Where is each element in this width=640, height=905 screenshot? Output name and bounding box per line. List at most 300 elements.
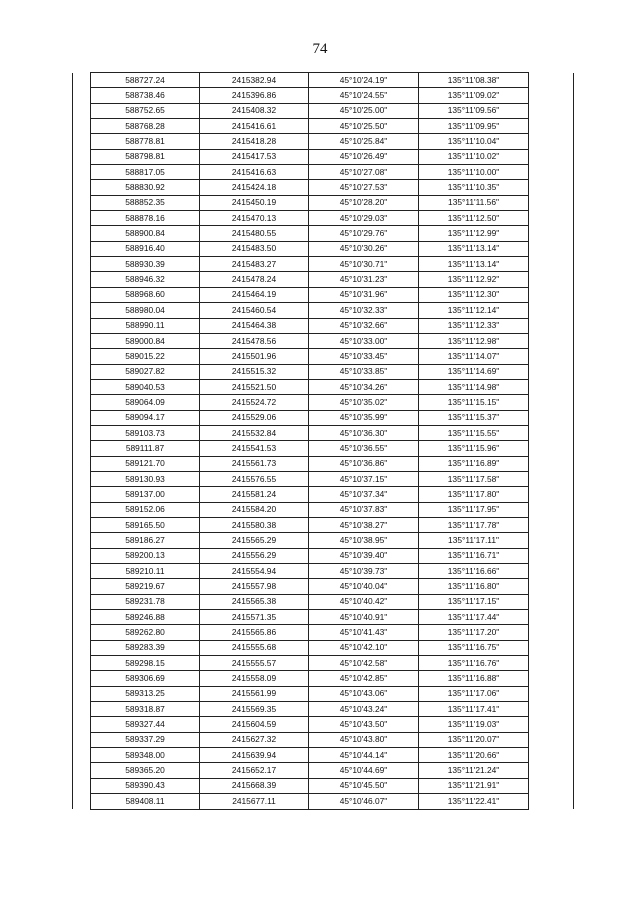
blank-cell bbox=[529, 548, 574, 563]
y-coordinate-cell: 2415565.29 bbox=[200, 533, 309, 548]
blank-cell bbox=[73, 241, 91, 256]
blank-cell bbox=[529, 410, 574, 425]
blank-cell bbox=[73, 379, 91, 394]
y-coordinate-cell: 2415677.11 bbox=[200, 794, 309, 809]
y-coordinate-cell: 2415417.53 bbox=[200, 149, 309, 164]
longitude-cell: 135°11'12.92" bbox=[419, 272, 529, 287]
y-coordinate-cell: 2415382.94 bbox=[200, 73, 309, 88]
blank-cell bbox=[529, 471, 574, 486]
x-coordinate-cell: 588778.81 bbox=[91, 134, 200, 149]
y-coordinate-cell: 2415464.38 bbox=[200, 318, 309, 333]
latitude-cell: 45°10'42.85" bbox=[309, 671, 419, 686]
blank-cell bbox=[73, 517, 91, 532]
blank-cell bbox=[529, 379, 574, 394]
latitude-cell: 45°10'43.50" bbox=[309, 717, 419, 732]
x-coordinate-cell: 588930.39 bbox=[91, 257, 200, 272]
longitude-cell: 135°11'08.38" bbox=[419, 73, 529, 88]
blank-cell bbox=[73, 471, 91, 486]
blank-cell bbox=[73, 594, 91, 609]
blank-cell bbox=[73, 656, 91, 671]
blank-cell bbox=[73, 119, 91, 134]
x-coordinate-cell: 589137.00 bbox=[91, 487, 200, 502]
longitude-cell: 135°11'19.03" bbox=[419, 717, 529, 732]
blank-cell bbox=[529, 579, 574, 594]
table-row bbox=[73, 180, 574, 195]
table-row bbox=[73, 318, 574, 333]
blank-cell bbox=[529, 748, 574, 763]
y-coordinate-cell: 2415556.29 bbox=[200, 548, 309, 563]
x-coordinate-cell: 589027.82 bbox=[91, 364, 200, 379]
blank-cell bbox=[73, 395, 91, 410]
latitude-cell: 45°10'42.58" bbox=[309, 656, 419, 671]
blank-cell bbox=[73, 548, 91, 563]
x-coordinate-cell: 589103.73 bbox=[91, 425, 200, 440]
longitude-cell: 135°11'17.78" bbox=[419, 517, 529, 532]
table-row bbox=[73, 103, 574, 118]
x-coordinate-cell: 589231.78 bbox=[91, 594, 200, 609]
blank-cell bbox=[73, 318, 91, 333]
table-row bbox=[73, 748, 574, 763]
blank-cell bbox=[73, 272, 91, 287]
latitude-cell: 45°10'38.95" bbox=[309, 533, 419, 548]
blank-cell bbox=[73, 103, 91, 118]
table-row bbox=[73, 533, 574, 548]
blank-cell bbox=[529, 702, 574, 717]
longitude-cell: 135°11'17.20" bbox=[419, 625, 529, 640]
blank-cell bbox=[73, 441, 91, 456]
table-row bbox=[73, 456, 574, 471]
table-row bbox=[73, 794, 574, 809]
latitude-cell: 45°10'35.99" bbox=[309, 410, 419, 425]
table-row bbox=[73, 625, 574, 640]
table-row bbox=[73, 610, 574, 625]
y-coordinate-cell: 2415480.55 bbox=[200, 226, 309, 241]
latitude-cell: 45°10'26.49" bbox=[309, 149, 419, 164]
coordinates-table-body bbox=[73, 73, 574, 810]
table-row bbox=[73, 257, 574, 272]
y-coordinate-cell: 2415416.61 bbox=[200, 119, 309, 134]
x-coordinate-cell: 589283.39 bbox=[91, 640, 200, 655]
x-coordinate-cell: 589111.87 bbox=[91, 441, 200, 456]
blank-cell bbox=[529, 257, 574, 272]
blank-cell bbox=[73, 364, 91, 379]
blank-cell bbox=[529, 119, 574, 134]
x-coordinate-cell: 588738.46 bbox=[91, 88, 200, 103]
table-row bbox=[73, 119, 574, 134]
y-coordinate-cell: 2415478.24 bbox=[200, 272, 309, 287]
latitude-cell: 45°10'30.71" bbox=[309, 257, 419, 272]
longitude-cell: 135°11'21.91" bbox=[419, 778, 529, 793]
y-coordinate-cell: 2415515.32 bbox=[200, 364, 309, 379]
blank-cell bbox=[73, 134, 91, 149]
longitude-cell: 135°11'11.56" bbox=[419, 195, 529, 210]
blank-cell bbox=[529, 303, 574, 318]
latitude-cell: 45°10'25.00" bbox=[309, 103, 419, 118]
y-coordinate-cell: 2415532.84 bbox=[200, 425, 309, 440]
blank-cell bbox=[529, 103, 574, 118]
x-coordinate-cell: 588768.28 bbox=[91, 119, 200, 134]
blank-cell bbox=[73, 794, 91, 809]
table-row bbox=[73, 702, 574, 717]
blank-cell bbox=[529, 272, 574, 287]
x-coordinate-cell: 589210.11 bbox=[91, 564, 200, 579]
x-coordinate-cell: 589000.84 bbox=[91, 333, 200, 348]
blank-cell bbox=[529, 149, 574, 164]
y-coordinate-cell: 2415580.38 bbox=[200, 517, 309, 532]
x-coordinate-cell: 589015.22 bbox=[91, 349, 200, 364]
longitude-cell: 135°11'12.99" bbox=[419, 226, 529, 241]
y-coordinate-cell: 2415529.06 bbox=[200, 410, 309, 425]
x-coordinate-cell: 589121.70 bbox=[91, 456, 200, 471]
x-coordinate-cell: 588798.81 bbox=[91, 149, 200, 164]
latitude-cell: 45°10'28.20" bbox=[309, 195, 419, 210]
table-row bbox=[73, 564, 574, 579]
y-coordinate-cell: 2415557.98 bbox=[200, 579, 309, 594]
longitude-cell: 135°11'16.76" bbox=[419, 656, 529, 671]
blank-cell bbox=[529, 610, 574, 625]
x-coordinate-cell: 589365.20 bbox=[91, 763, 200, 778]
latitude-cell: 45°10'24.19" bbox=[309, 73, 419, 88]
table-row bbox=[73, 763, 574, 778]
latitude-cell: 45°10'25.84" bbox=[309, 134, 419, 149]
blank-cell bbox=[529, 73, 574, 88]
x-coordinate-cell: 588900.84 bbox=[91, 226, 200, 241]
y-coordinate-cell: 2415478.56 bbox=[200, 333, 309, 348]
latitude-cell: 45°10'43.24" bbox=[309, 702, 419, 717]
longitude-cell: 135°11'10.35" bbox=[419, 180, 529, 195]
table-row bbox=[73, 471, 574, 486]
latitude-cell: 45°10'25.50" bbox=[309, 119, 419, 134]
y-coordinate-cell: 2415396.86 bbox=[200, 88, 309, 103]
x-coordinate-cell: 589040.53 bbox=[91, 379, 200, 394]
table-row bbox=[73, 410, 574, 425]
x-coordinate-cell: 589306.69 bbox=[91, 671, 200, 686]
longitude-cell: 135°11'12.33" bbox=[419, 318, 529, 333]
blank-cell bbox=[529, 395, 574, 410]
latitude-cell: 45°10'44.69" bbox=[309, 763, 419, 778]
table-row bbox=[73, 502, 574, 517]
x-coordinate-cell: 589313.25 bbox=[91, 686, 200, 701]
page-number: 74 bbox=[312, 41, 328, 57]
longitude-cell: 135°11'12.98" bbox=[419, 333, 529, 348]
longitude-cell: 135°11'17.41" bbox=[419, 702, 529, 717]
table-row bbox=[73, 686, 574, 701]
blank-cell bbox=[73, 303, 91, 318]
longitude-cell: 135°11'21.24" bbox=[419, 763, 529, 778]
table-row bbox=[73, 364, 574, 379]
table-row bbox=[73, 487, 574, 502]
table-row bbox=[73, 272, 574, 287]
table-row bbox=[73, 778, 574, 793]
longitude-cell: 135°11'09.95" bbox=[419, 119, 529, 134]
latitude-cell: 45°10'27.53" bbox=[309, 180, 419, 195]
longitude-cell: 135°11'16.80" bbox=[419, 579, 529, 594]
table-row bbox=[73, 165, 574, 180]
latitude-cell: 45°10'31.96" bbox=[309, 287, 419, 302]
latitude-cell: 45°10'37.34" bbox=[309, 487, 419, 502]
longitude-cell: 135°11'17.44" bbox=[419, 610, 529, 625]
blank-cell bbox=[529, 656, 574, 671]
latitude-cell: 45°10'32.33" bbox=[309, 303, 419, 318]
longitude-cell: 135°11'15.55" bbox=[419, 425, 529, 440]
blank-cell bbox=[529, 487, 574, 502]
x-coordinate-cell: 588852.35 bbox=[91, 195, 200, 210]
latitude-cell: 45°10'37.15" bbox=[309, 471, 419, 486]
blank-cell bbox=[73, 702, 91, 717]
y-coordinate-cell: 2415652.17 bbox=[200, 763, 309, 778]
x-coordinate-cell: 588916.40 bbox=[91, 241, 200, 256]
y-coordinate-cell: 2415561.99 bbox=[200, 686, 309, 701]
longitude-cell: 135°11'16.89" bbox=[419, 456, 529, 471]
x-coordinate-cell: 589186.27 bbox=[91, 533, 200, 548]
x-coordinate-cell: 589348.00 bbox=[91, 748, 200, 763]
longitude-cell: 135°11'10.04" bbox=[419, 134, 529, 149]
latitude-cell: 45°10'36.86" bbox=[309, 456, 419, 471]
latitude-cell: 45°10'39.40" bbox=[309, 548, 419, 563]
longitude-cell: 135°11'14.69" bbox=[419, 364, 529, 379]
x-coordinate-cell: 589165.50 bbox=[91, 517, 200, 532]
y-coordinate-cell: 2415565.86 bbox=[200, 625, 309, 640]
longitude-cell: 135°11'17.95" bbox=[419, 502, 529, 517]
y-coordinate-cell: 2415555.68 bbox=[200, 640, 309, 655]
x-coordinate-cell: 589337.29 bbox=[91, 732, 200, 747]
blank-cell bbox=[73, 425, 91, 440]
blank-cell bbox=[529, 625, 574, 640]
y-coordinate-cell: 2415569.35 bbox=[200, 702, 309, 717]
latitude-cell: 45°10'42.10" bbox=[309, 640, 419, 655]
blank-cell bbox=[529, 211, 574, 226]
table-row bbox=[73, 333, 574, 348]
blank-cell bbox=[73, 165, 91, 180]
blank-cell bbox=[73, 349, 91, 364]
y-coordinate-cell: 2415418.28 bbox=[200, 134, 309, 149]
y-coordinate-cell: 2415541.53 bbox=[200, 441, 309, 456]
blank-cell bbox=[73, 763, 91, 778]
x-coordinate-cell: 588817.05 bbox=[91, 165, 200, 180]
blank-cell bbox=[529, 226, 574, 241]
table-row bbox=[73, 656, 574, 671]
blank-cell bbox=[73, 778, 91, 793]
latitude-cell: 45°10'35.02" bbox=[309, 395, 419, 410]
latitude-cell: 45°10'33.85" bbox=[309, 364, 419, 379]
y-coordinate-cell: 2415581.24 bbox=[200, 487, 309, 502]
table-row bbox=[73, 579, 574, 594]
table-row bbox=[73, 134, 574, 149]
table-row bbox=[73, 548, 574, 563]
longitude-cell: 135°11'22.41" bbox=[419, 794, 529, 809]
y-coordinate-cell: 2415460.54 bbox=[200, 303, 309, 318]
table-row bbox=[73, 379, 574, 394]
blank-cell bbox=[529, 88, 574, 103]
blank-cell bbox=[73, 88, 91, 103]
blank-cell bbox=[73, 333, 91, 348]
longitude-cell: 135°11'15.96" bbox=[419, 441, 529, 456]
blank-cell bbox=[73, 625, 91, 640]
coordinates-table bbox=[72, 72, 574, 810]
blank-cell bbox=[529, 671, 574, 686]
longitude-cell: 135°11'15.37" bbox=[419, 410, 529, 425]
y-coordinate-cell: 2415470.13 bbox=[200, 211, 309, 226]
latitude-cell: 45°10'33.45" bbox=[309, 349, 419, 364]
x-coordinate-cell: 589318.87 bbox=[91, 702, 200, 717]
y-coordinate-cell: 2415483.50 bbox=[200, 241, 309, 256]
blank-cell bbox=[73, 533, 91, 548]
blank-cell bbox=[73, 610, 91, 625]
x-coordinate-cell: 588946.32 bbox=[91, 272, 200, 287]
table-row bbox=[73, 395, 574, 410]
blank-cell bbox=[73, 211, 91, 226]
latitude-cell: 45°10'40.04" bbox=[309, 579, 419, 594]
blank-cell bbox=[529, 517, 574, 532]
blank-cell bbox=[529, 333, 574, 348]
latitude-cell: 45°10'40.91" bbox=[309, 610, 419, 625]
table-row bbox=[73, 195, 574, 210]
blank-cell bbox=[73, 748, 91, 763]
y-coordinate-cell: 2415576.55 bbox=[200, 471, 309, 486]
latitude-cell: 45°10'43.06" bbox=[309, 686, 419, 701]
table-row bbox=[73, 594, 574, 609]
longitude-cell: 135°11'14.98" bbox=[419, 379, 529, 394]
blank-cell bbox=[529, 717, 574, 732]
blank-cell bbox=[73, 73, 91, 88]
x-coordinate-cell: 589130.93 bbox=[91, 471, 200, 486]
x-coordinate-cell: 588990.11 bbox=[91, 318, 200, 333]
latitude-cell: 45°10'36.55" bbox=[309, 441, 419, 456]
blank-cell bbox=[529, 287, 574, 302]
longitude-cell: 135°11'17.58" bbox=[419, 471, 529, 486]
x-coordinate-cell: 589094.17 bbox=[91, 410, 200, 425]
y-coordinate-cell: 2415571.35 bbox=[200, 610, 309, 625]
blank-cell bbox=[73, 410, 91, 425]
longitude-cell: 135°11'17.06" bbox=[419, 686, 529, 701]
y-coordinate-cell: 2415554.94 bbox=[200, 564, 309, 579]
table-row bbox=[73, 425, 574, 440]
blank-cell bbox=[529, 763, 574, 778]
blank-cell bbox=[73, 564, 91, 579]
x-coordinate-cell: 589390.43 bbox=[91, 778, 200, 793]
x-coordinate-cell: 589408.11 bbox=[91, 794, 200, 809]
x-coordinate-cell: 589327.44 bbox=[91, 717, 200, 732]
longitude-cell: 135°11'17.80" bbox=[419, 487, 529, 502]
table-row bbox=[73, 226, 574, 241]
latitude-cell: 45°10'37.83" bbox=[309, 502, 419, 517]
x-coordinate-cell: 589219.67 bbox=[91, 579, 200, 594]
y-coordinate-cell: 2415450.19 bbox=[200, 195, 309, 210]
y-coordinate-cell: 2415565.38 bbox=[200, 594, 309, 609]
blank-cell bbox=[73, 487, 91, 502]
y-coordinate-cell: 2415524.72 bbox=[200, 395, 309, 410]
blank-cell bbox=[529, 732, 574, 747]
table-row bbox=[73, 211, 574, 226]
y-coordinate-cell: 2415558.09 bbox=[200, 671, 309, 686]
latitude-cell: 45°10'43.80" bbox=[309, 732, 419, 747]
latitude-cell: 45°10'30.26" bbox=[309, 241, 419, 256]
latitude-cell: 45°10'46.07" bbox=[309, 794, 419, 809]
blank-cell bbox=[529, 241, 574, 256]
longitude-cell: 135°11'13.14" bbox=[419, 257, 529, 272]
x-coordinate-cell: 589064.09 bbox=[91, 395, 200, 410]
blank-cell bbox=[73, 717, 91, 732]
blank-cell bbox=[529, 425, 574, 440]
longitude-cell: 135°11'09.02" bbox=[419, 88, 529, 103]
blank-cell bbox=[73, 579, 91, 594]
longitude-cell: 135°11'09.56" bbox=[419, 103, 529, 118]
blank-cell bbox=[529, 441, 574, 456]
y-coordinate-cell: 2415521.50 bbox=[200, 379, 309, 394]
blank-cell bbox=[529, 195, 574, 210]
longitude-cell: 135°11'20.07" bbox=[419, 732, 529, 747]
blank-cell bbox=[73, 149, 91, 164]
latitude-cell: 45°10'33.00" bbox=[309, 333, 419, 348]
blank-cell bbox=[529, 594, 574, 609]
x-coordinate-cell: 588752.65 bbox=[91, 103, 200, 118]
x-coordinate-cell: 589200.13 bbox=[91, 548, 200, 563]
blank-cell bbox=[73, 226, 91, 241]
longitude-cell: 135°11'20.66" bbox=[419, 748, 529, 763]
blank-cell bbox=[529, 364, 574, 379]
x-coordinate-cell: 588830.92 bbox=[91, 180, 200, 195]
table-row bbox=[73, 88, 574, 103]
table-row bbox=[73, 671, 574, 686]
longitude-cell: 135°11'16.66" bbox=[419, 564, 529, 579]
x-coordinate-cell: 588980.04 bbox=[91, 303, 200, 318]
y-coordinate-cell: 2415416.63 bbox=[200, 165, 309, 180]
x-coordinate-cell: 588727.24 bbox=[91, 73, 200, 88]
blank-cell bbox=[73, 180, 91, 195]
table-row bbox=[73, 517, 574, 532]
y-coordinate-cell: 2415627.32 bbox=[200, 732, 309, 747]
blank-cell bbox=[529, 564, 574, 579]
x-coordinate-cell: 589262.80 bbox=[91, 625, 200, 640]
blank-cell bbox=[73, 686, 91, 701]
blank-cell bbox=[529, 778, 574, 793]
latitude-cell: 45°10'39.73" bbox=[309, 564, 419, 579]
longitude-cell: 135°11'16.88" bbox=[419, 671, 529, 686]
latitude-cell: 45°10'24.55" bbox=[309, 88, 419, 103]
blank-cell bbox=[529, 686, 574, 701]
longitude-cell: 135°11'13.14" bbox=[419, 241, 529, 256]
blank-cell bbox=[529, 456, 574, 471]
longitude-cell: 135°11'17.11" bbox=[419, 533, 529, 548]
blank-cell bbox=[73, 287, 91, 302]
x-coordinate-cell: 589298.15 bbox=[91, 656, 200, 671]
table-row bbox=[73, 640, 574, 655]
longitude-cell: 135°11'12.50" bbox=[419, 211, 529, 226]
latitude-cell: 45°10'38.27" bbox=[309, 517, 419, 532]
latitude-cell: 45°10'44.14" bbox=[309, 748, 419, 763]
blank-cell bbox=[73, 257, 91, 272]
longitude-cell: 135°11'12.14" bbox=[419, 303, 529, 318]
x-coordinate-cell: 589246.88 bbox=[91, 610, 200, 625]
blank-cell bbox=[529, 502, 574, 517]
x-coordinate-cell: 589152.06 bbox=[91, 502, 200, 517]
blank-cell bbox=[73, 456, 91, 471]
table-row bbox=[73, 73, 574, 88]
latitude-cell: 45°10'29.76" bbox=[309, 226, 419, 241]
latitude-cell: 45°10'36.30" bbox=[309, 425, 419, 440]
blank-cell bbox=[73, 671, 91, 686]
table-row bbox=[73, 241, 574, 256]
longitude-cell: 135°11'16.75" bbox=[419, 640, 529, 655]
longitude-cell: 135°11'10.02" bbox=[419, 149, 529, 164]
x-coordinate-cell: 588878.16 bbox=[91, 211, 200, 226]
longitude-cell: 135°11'10.00" bbox=[419, 165, 529, 180]
x-coordinate-cell: 588968.60 bbox=[91, 287, 200, 302]
y-coordinate-cell: 2415561.73 bbox=[200, 456, 309, 471]
longitude-cell: 135°11'12.30" bbox=[419, 287, 529, 302]
blank-cell bbox=[529, 794, 574, 809]
blank-cell bbox=[529, 640, 574, 655]
